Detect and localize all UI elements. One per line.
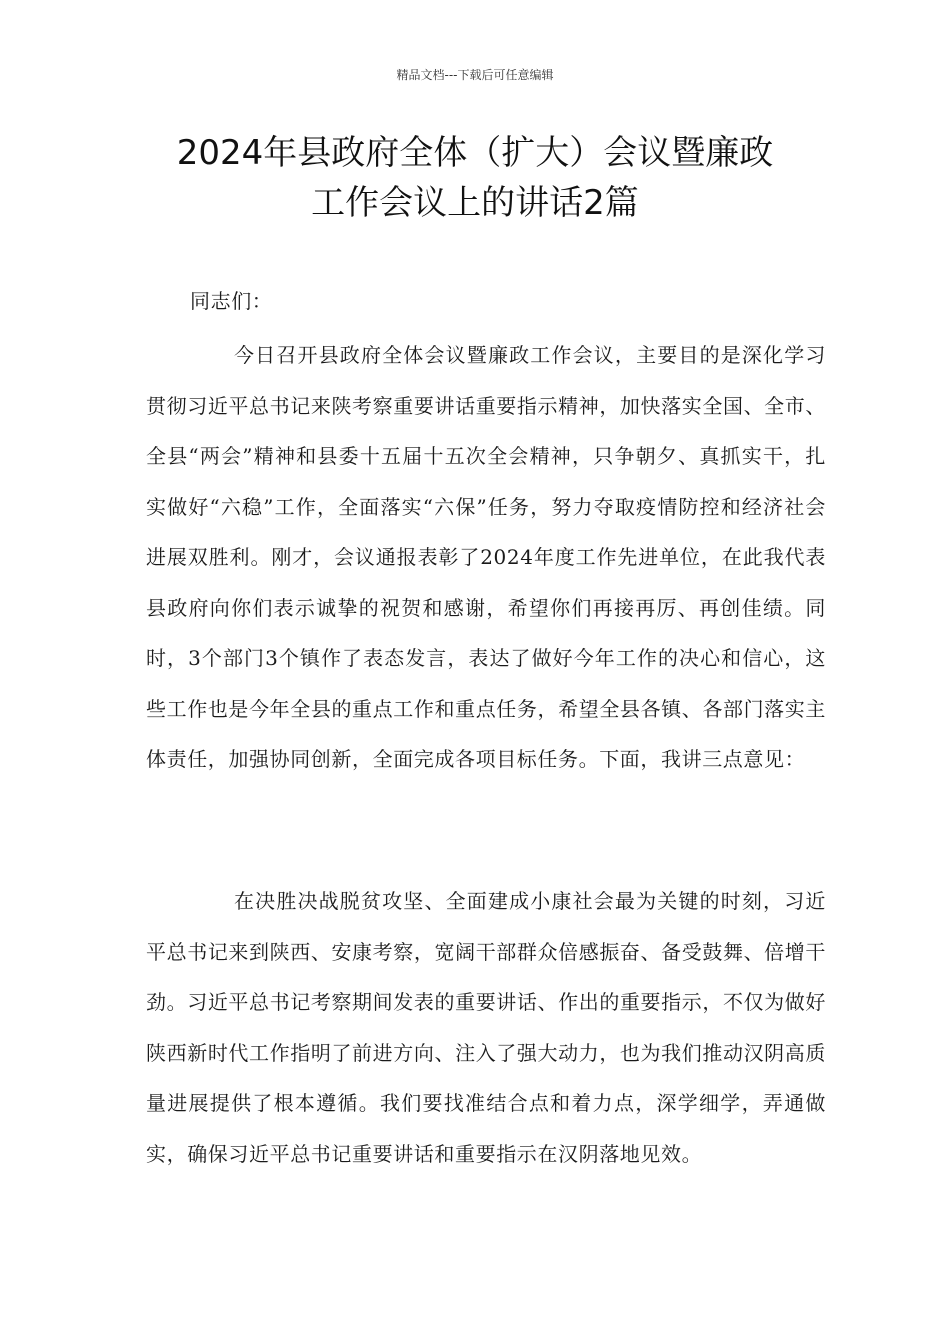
- document-title: [120, 128, 830, 228]
- paragraph-2: 在决胜决战脱贫攻坚、全面建成小康社会最为关键的时刻，习近平总书记来到陕西、安康考察，宽阔干部群众倍感振奋、备受鼓舞、倍增干劲。习近平总书记考察期间发表的重要讲话、作出的重要指示，不仅为做好陕西新时代工作指明了前进方向、注入了强大动力，也为我们推动汉阴高质量进展提供了根本遵循。我们要找准结合点和着力点，深学细学，弄通做实，确保习近平总书记重要讲话和重要指示在汉阴落地见效。: [146, 889, 826, 1166]
- title-line-2: 工作会议上的讲话2篇: [311, 183, 639, 223]
- paragraph-1: 今日召开县政府全体会议暨廉政工作会议，主要目的是深化学习贯彻习近平总书记来陕考察重要讲话重要指示精神，加快落实全国、全市、全县“两会”精神和县委十五届十五次全会精神，只争朝夕、真抓实干，扎实做好“六稳”工作，全面落实“六保”任务，努力夺取疫情防控和经济社会进展双胜利。刚才，会议通报表彰了2024年度工作先进单位，在此我代表县政府向你们表示诚挚的祝贺和感谢，希望你们再接再厉、再创佳绩。同时，3个部门3个镇作了表态发言，表达了做好今年工作的决心和信心，这些工作也是今年全县的重点工作和重点任务，希望全县各镇、各部门落实主体责任，加强协同创新，全面完成各项目标任务。下面，我讲三点意见：: [146, 343, 826, 771]
- title-line-1: 2024年县政府全体（扩大）会议暨廉政: [176, 133, 774, 173]
- salutation: 同志们：: [190, 289, 273, 313]
- header-note: 精品文档---下载后可任意编辑: [396, 68, 554, 82]
